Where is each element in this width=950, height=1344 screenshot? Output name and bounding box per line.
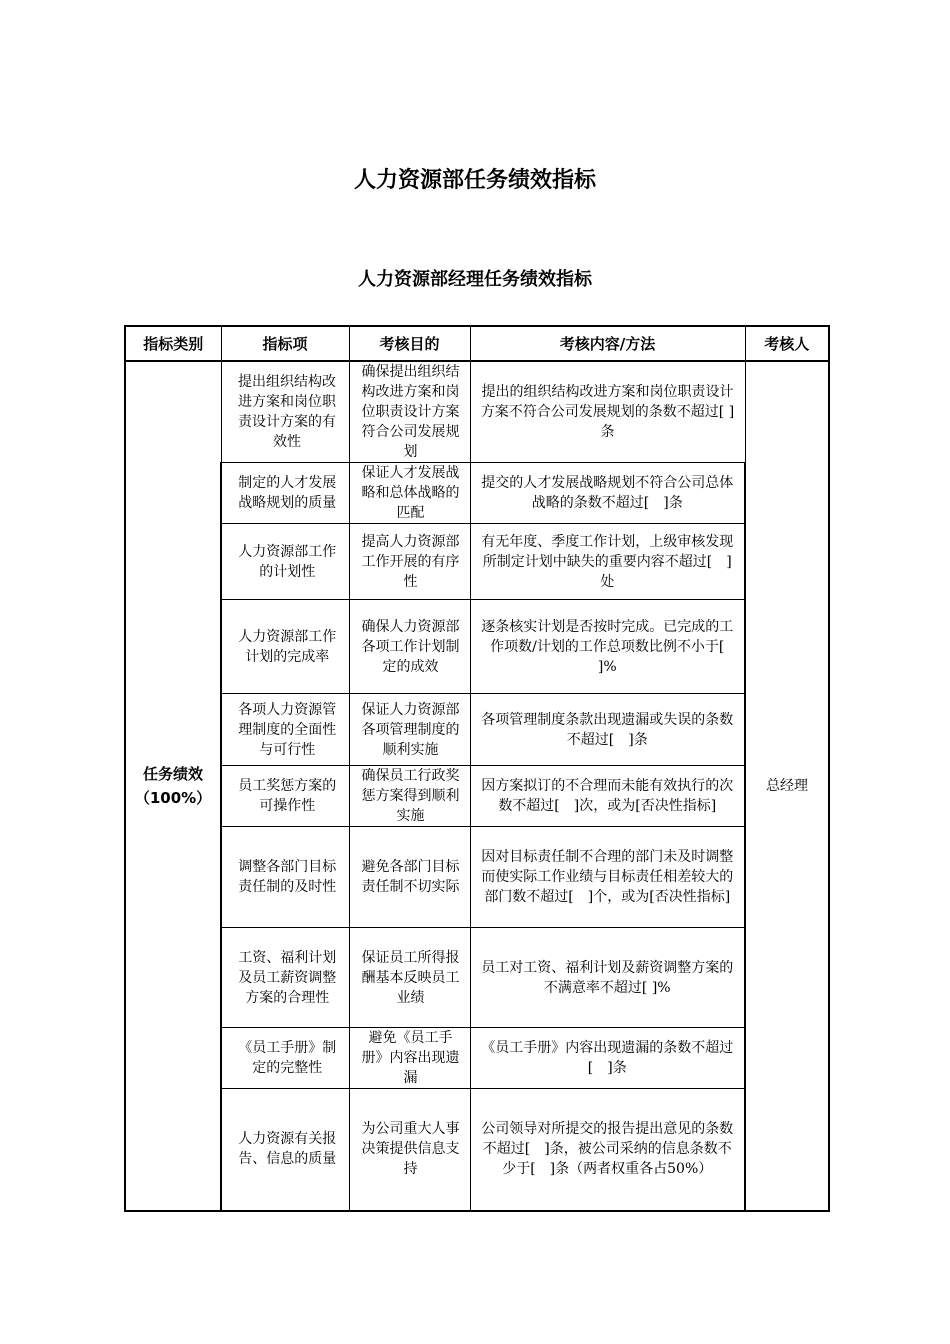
purpose-cell: 确保员工行政奖惩方案得到顺利实施 xyxy=(349,766,470,827)
table-row xyxy=(125,827,829,928)
table-row xyxy=(125,361,829,463)
purpose-cell: 保证人才发展战略和总体战略的匹配 xyxy=(349,463,470,524)
category-cell xyxy=(125,361,221,1211)
reviewer-cell: 总经理 xyxy=(745,361,829,1211)
table-row xyxy=(125,463,829,524)
purpose-cell: 确保提出组织结构改进方案和岗位职责设计方案符合公司发展规划 xyxy=(349,361,470,463)
page-subtitle: 人力资源部经理任务绩效指标 xyxy=(358,269,592,290)
table-row xyxy=(125,694,829,766)
category-weight: （100%） xyxy=(134,788,212,807)
header-method: 考核内容/方法 xyxy=(470,326,745,361)
item-cell: 各项人力资源管理制度的全面性与可行性 xyxy=(221,694,349,766)
item-cell: 人力资源有关报告、信息的质量 xyxy=(221,1089,349,1211)
method-cell: 员工对工资、福利计划及薪资调整方案的不满意率不超过[ ]% xyxy=(470,928,745,1028)
item-cell: 人力资源部工作计划的完成率 xyxy=(221,600,349,694)
page-title: 人力资源部任务绩效指标 xyxy=(353,168,596,193)
method-cell: 公司领导对所提交的报告提出意见的条数不超过[ ]条，被公司采纳的信息条数不少于[ ]条（两者权重各占50%） xyxy=(470,1089,745,1211)
table-row xyxy=(125,1089,829,1211)
method-cell: 因方案拟订的不合理而未能有效执行的次数不超过[ ]次，或为[否决性指标] xyxy=(470,766,745,827)
method-cell: 《员工手册》内容出现遗漏的条数不超过[ ]条 xyxy=(470,1028,745,1089)
table-row xyxy=(125,600,829,694)
method-cell: 各项管理制度条款出现遗漏或失误的条数不超过[ ]条 xyxy=(470,694,745,766)
item-cell: 《员工手册》制定的完整性 xyxy=(221,1028,349,1089)
header-item: 指标项 xyxy=(221,326,349,361)
method-cell: 提交的人才发展战略规划不符合公司总体战略的条数不超过[ ]条 xyxy=(470,463,745,524)
header-category: 指标类别 xyxy=(125,326,221,361)
category-name: 任务绩效 xyxy=(142,764,203,783)
purpose-cell: 提高人力资源部工作开展的有序性 xyxy=(349,524,470,600)
table-row xyxy=(125,766,829,827)
purpose-cell: 避免各部门目标责任制不切实际 xyxy=(349,827,470,928)
table-row xyxy=(125,928,829,1028)
header-reviewer: 考核人 xyxy=(745,326,829,361)
header-purpose: 考核目的 xyxy=(349,326,470,361)
table-row xyxy=(125,1028,829,1089)
purpose-cell: 避免《员工手册》内容出现遗漏 xyxy=(349,1028,470,1089)
item-cell: 调整各部门目标责任制的及时性 xyxy=(221,827,349,928)
method-cell: 因对目标责任制不合理的部门未及时调整而使实际工作业绩与目标责任相差较大的部门数不超过[ ]个，或为[否决性指标] xyxy=(470,827,745,928)
purpose-cell: 确保人力资源部各项工作计划制定的成效 xyxy=(349,600,470,694)
method-cell: 提出的组织结构改进方案和岗位职责设计方案不符合公司发展规划的条数不超过[ ]条 xyxy=(470,361,745,463)
item-cell: 员工奖惩方案的可操作性 xyxy=(221,766,349,827)
table-header-row xyxy=(125,326,829,361)
purpose-cell: 为公司重大人事决策提供信息支持 xyxy=(349,1089,470,1211)
item-cell: 制定的人才发展战略规划的质量 xyxy=(221,463,349,524)
item-cell: 工资、福利计划及员工薪资调整方案的合理性 xyxy=(221,928,349,1028)
table-row xyxy=(125,524,829,600)
method-cell: 有无年度、季度工作计划，上级审核发现所制定计划中缺失的重要内容不超过[ ]处 xyxy=(470,524,745,600)
item-cell: 人力资源部工作的计划性 xyxy=(221,524,349,600)
item-cell: 提出组织结构改进方案和岗位职责设计方案的有效性 xyxy=(221,361,349,463)
purpose-cell: 保证人力资源部各项管理制度的顺利实施 xyxy=(349,694,470,766)
method-cell: 逐条核实计划是否按时完成。已完成的工作项数/计划的工作总项数比例不小于[ ]% xyxy=(470,600,745,694)
kpi-table xyxy=(124,325,830,1212)
purpose-cell: 保证员工所得报酬基本反映员工业绩 xyxy=(349,928,470,1028)
